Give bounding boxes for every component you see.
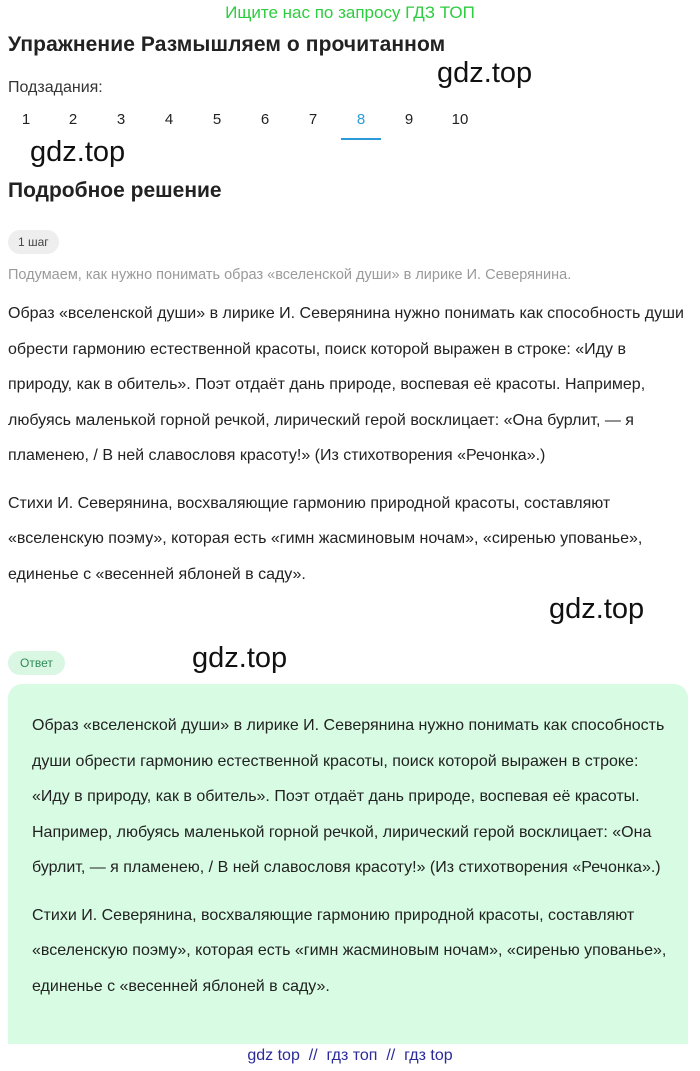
subtask-tab-1[interactable]: 1 (21, 111, 31, 128)
answer-box (8, 684, 688, 1044)
subtask-tab-5[interactable]: 5 (212, 111, 222, 128)
watermark: gdz.top (30, 136, 126, 168)
footer-links (0, 1045, 700, 1067)
subtask-tab-4[interactable]: 4 (164, 111, 174, 128)
subtask-tab-8[interactable]: 8 (341, 108, 381, 140)
subtask-tab-6[interactable]: 6 (260, 111, 270, 128)
page-title: Упражнение Размышляем о прочитанном (8, 33, 446, 56)
solution-text (8, 296, 692, 592)
answer-paragraph: Стихи И. Северянина, восхваляющие гармонию природной красоты, составляют «вселенскую поэму», которая есть «гимн жасминовым ночам», «сиренью упованье», единенье с «весенней яблоней в саду». (32, 906, 667, 995)
solution-paragraph: Образ «вселенской души» в лирике И. Северянина нужно понимать как способность души обрести гармонию естественной красоты, поиск которой выражен в строке: «Иду в природу, как в обитель». Поэт отдаёт дань природе, воспевая её красоты. Например, любуясь маленькой горной речкой, лирический герой восклицает: «Она бурлит, — я пламенею, / В ней славословя красоту!» (Из стихотворения «Речонка».) (8, 305, 684, 464)
footer-link-gdz-top-mixed[interactable]: гдз top (404, 1047, 453, 1064)
subtasks-label: Подзадания: (8, 79, 103, 96)
search-banner: Ищите нас по запросу ГДЗ ТОП (225, 3, 475, 22)
watermark: gdz.top (437, 57, 533, 89)
step-badge: 1 шаг (8, 230, 59, 254)
step-hint: Подумаем, как нужно понимать образ «вселенской души» в лирике И. Северянина. (8, 267, 572, 283)
answer-text (32, 708, 672, 1004)
subtask-tab-9[interactable]: 9 (404, 111, 414, 128)
solution-paragraph: Стихи И. Северянина, восхваляющие гармонию природной красоты, составляют «вселенскую поэму», которая есть «гимн жасминовым ночам», «сиренью упованье», единенье с «весенней яблоней в саду». (8, 494, 643, 583)
subtask-tab-10[interactable]: 10 (451, 111, 469, 128)
watermark: gdz.top (549, 593, 645, 625)
footer-link-gdz-top-ru[interactable]: гдз топ (326, 1047, 378, 1064)
footer-separator: // (386, 1047, 396, 1064)
watermark: gdz.top (192, 642, 288, 674)
subtask-tab-2[interactable]: 2 (68, 111, 78, 128)
subtask-tab-7[interactable]: 7 (308, 111, 318, 128)
answer-paragraph: Образ «вселенской души» в лирике И. Северянина нужно понимать как способность души обрести гармонию естественной красоты, поиск которой выражен в строке: «Иду в природу, как в обитель». Поэт отдаёт дань природе, воспевая её красоты. Например, любуясь маленькой горной речкой, лирический герой восклицает: «Она бурлит, — я пламенею, / В ней славословя красоту!» (Из стихотворения «Речонка».) (32, 717, 665, 876)
answer-badge: Ответ (8, 651, 65, 675)
footer-link-gdz-top[interactable]: gdz top (247, 1047, 300, 1064)
subtask-tab-3[interactable]: 3 (116, 111, 126, 128)
solution-title: Подробное решение (8, 179, 222, 202)
footer-separator: // (308, 1047, 318, 1064)
